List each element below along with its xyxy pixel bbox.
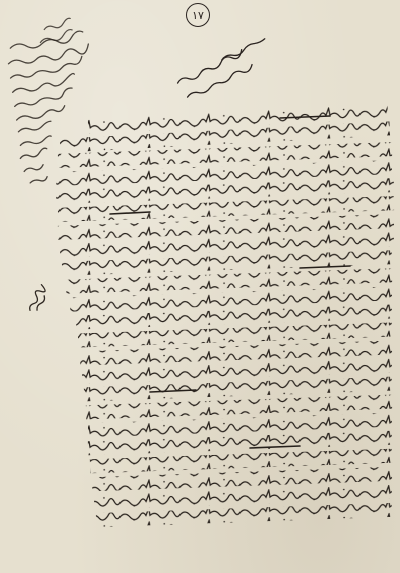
page-number: ١٧: [186, 3, 210, 27]
